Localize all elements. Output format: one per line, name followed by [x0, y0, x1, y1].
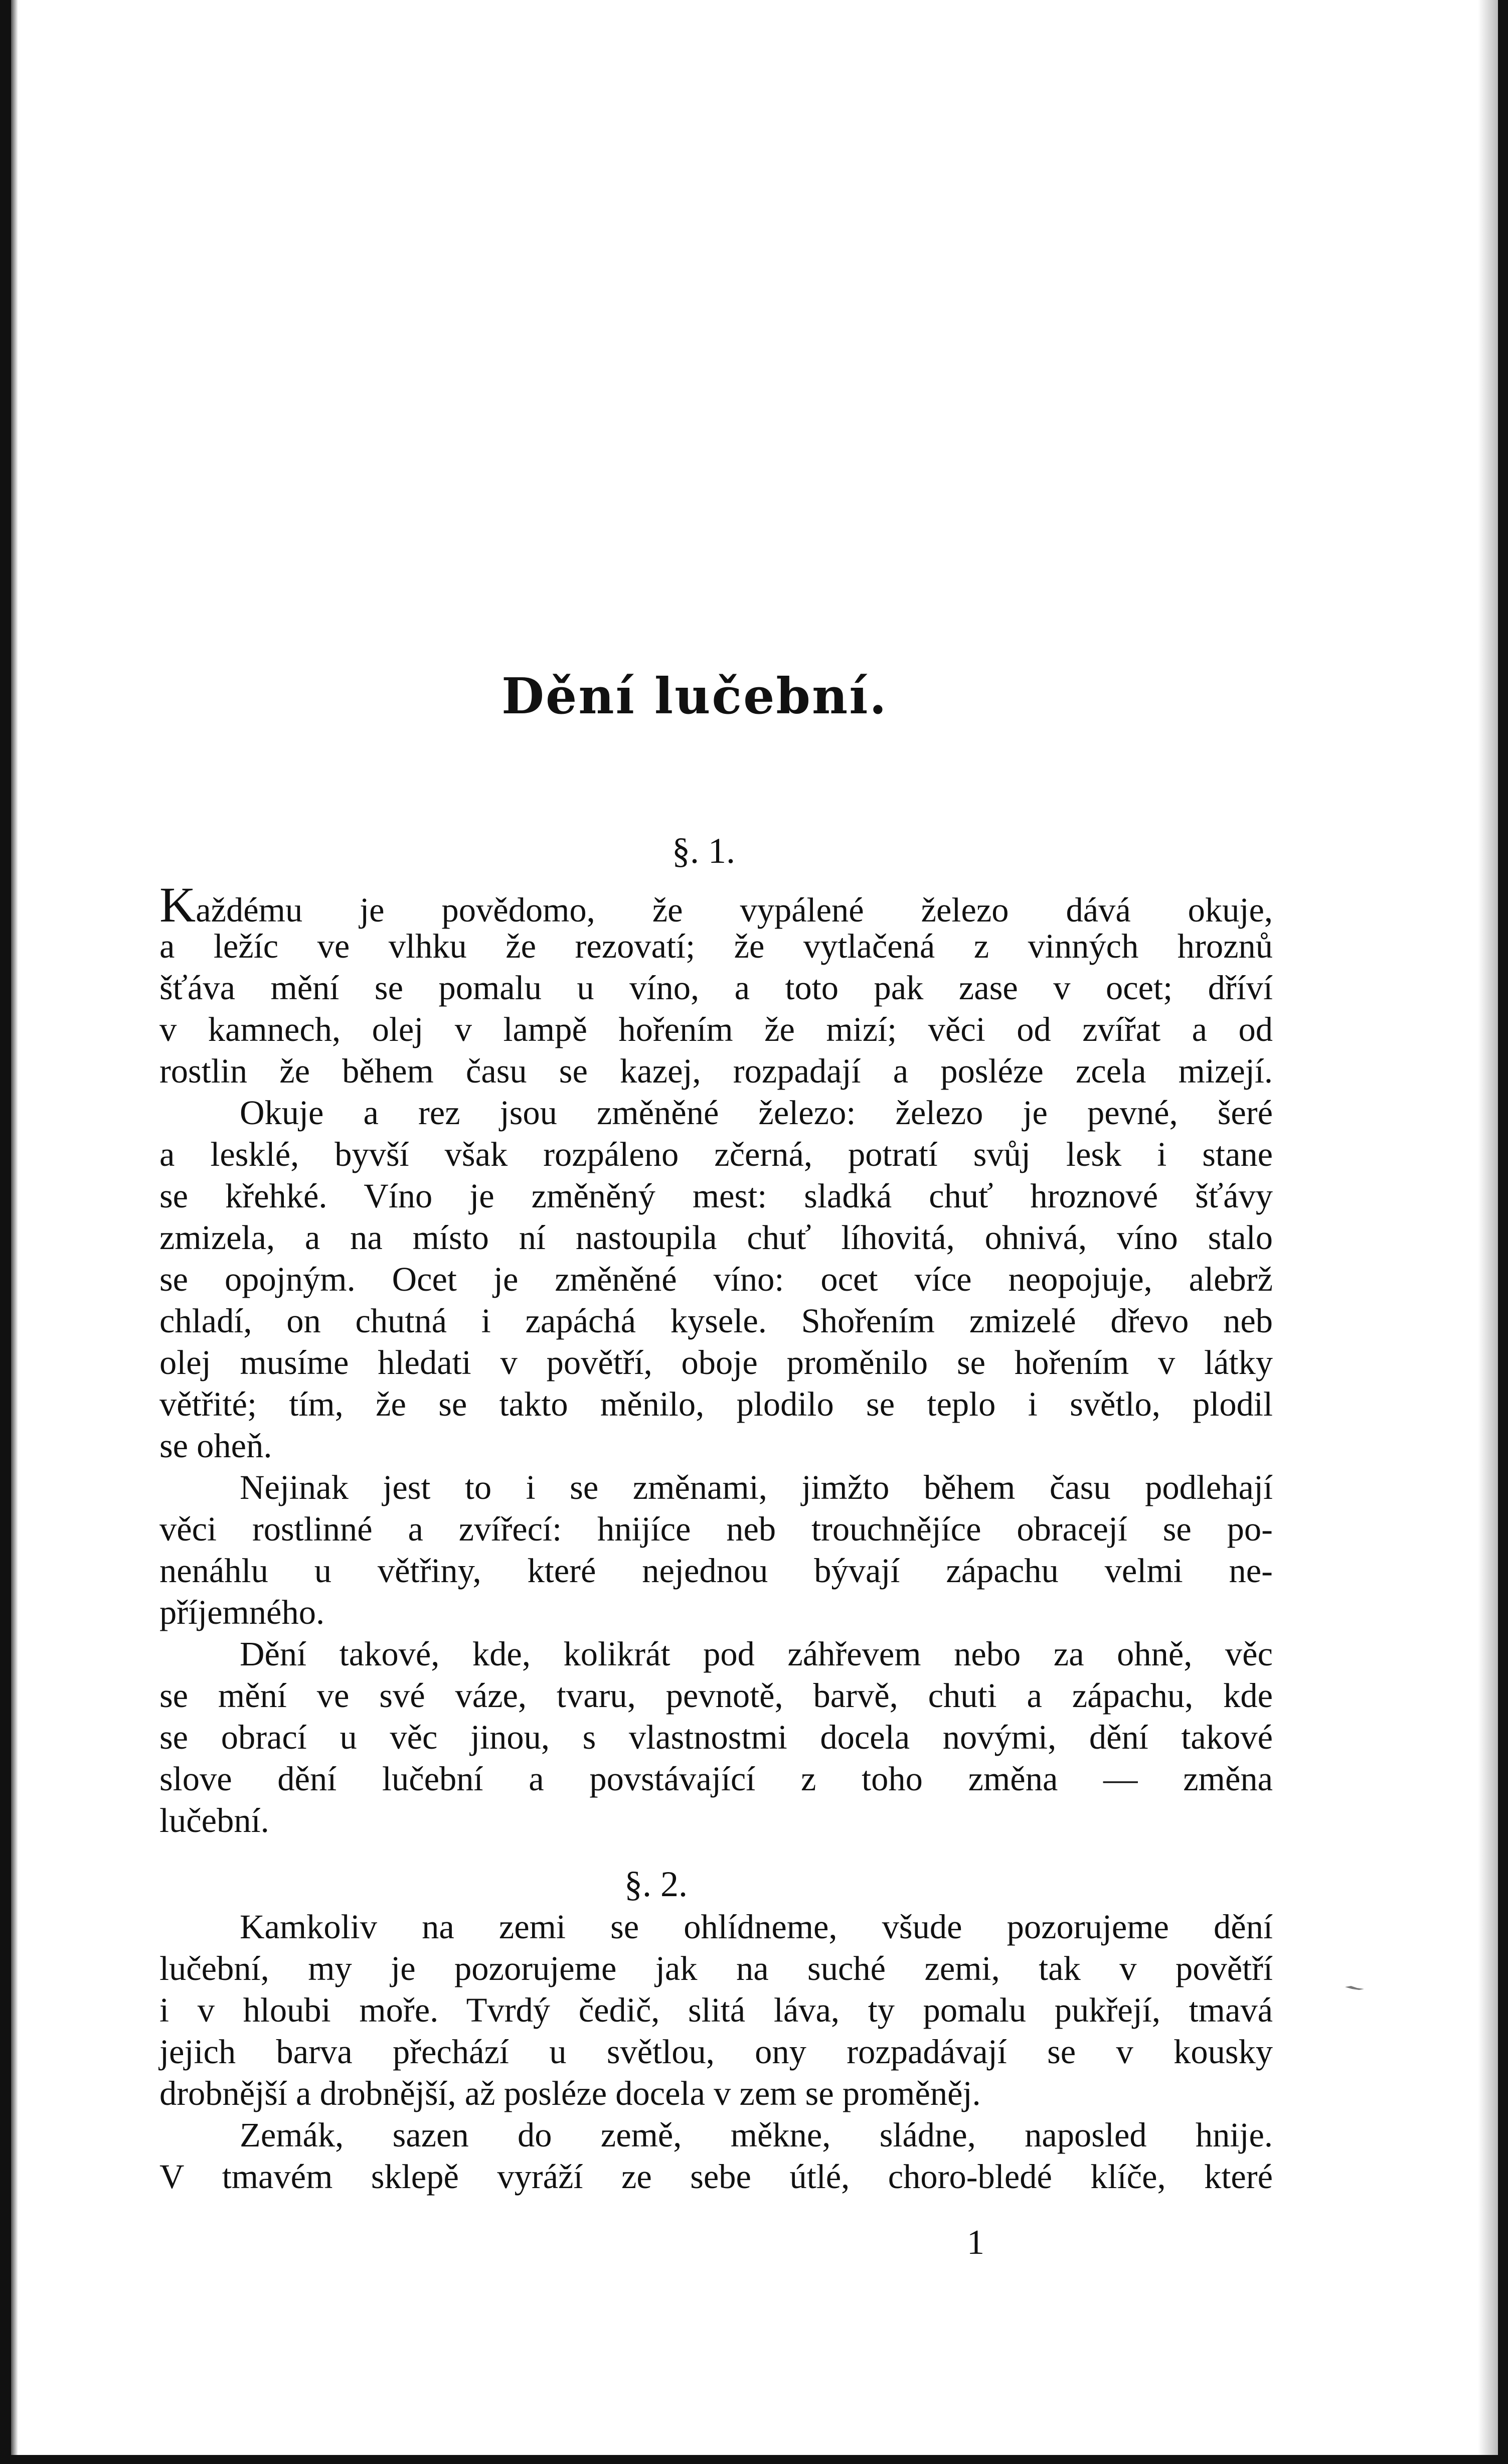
- text-line: jejich barva přechází u světlou, ony rozpadávají se v kousky: [159, 2033, 1273, 2071]
- paragraph-block-1: [159, 877, 1273, 1841]
- text-line: se mění ve své váze, tvaru, pevnotě, barvě, chuti a zápachu, kde: [159, 1676, 1273, 1715]
- text-line: nenáhlu u větřiny, které nejednou bývají zápachu velmi ne-: [159, 1552, 1273, 1590]
- text-line: [159, 877, 1273, 933]
- scan-edge-right: [1498, 0, 1508, 2464]
- text-line: slove dění lučební a povstávající z toho změna — změna: [159, 1760, 1273, 1798]
- text-line: olej musíme hledati v povětří, oboje proměnilo se hořením v látky: [159, 1343, 1273, 1381]
- page-number: 1: [967, 2223, 984, 2262]
- text-line: v kamnech, olej v lampě hořením že mizí; věci od zvířat a od: [159, 1010, 1273, 1048]
- text-line: lučební.: [159, 1801, 269, 1839]
- scan-edge-bottom: [0, 2455, 1508, 2464]
- text-line: větřité; tím, že se takto měnilo, plodilo se teplo i světlo, plodil: [159, 1385, 1273, 1423]
- text-line-content: aždému je povědomo, že vypálené železo dává okuje,: [196, 891, 1273, 929]
- paragraph-block-2: [159, 1906, 1273, 2198]
- scan-shadow-right: [1478, 0, 1498, 2464]
- text-line: Zemák, sazen do země, měkne, sládne, naposled hnije.: [240, 2116, 1273, 2154]
- text-line: i v hloubi moře. Tvrdý čedič, slitá láva, ty pomalu pukřejí, tmavá: [159, 1991, 1273, 2029]
- text-line: zmizela, a na místo ní nastoupila chuť líhovitá, ohnivá, víno stalo: [159, 1218, 1273, 1257]
- scan-shadow-left: [11, 0, 18, 2464]
- ink-speck-icon: [1344, 1984, 1366, 1992]
- page-title: Dění lučební.: [501, 668, 888, 725]
- text-line: drobnější a drobnější, až posléze docela v zem se proměněj.: [159, 2074, 981, 2112]
- text-line: lučební, my je pozorujeme jak na suché zemi, tak v povětří: [159, 1949, 1273, 1987]
- text-line: a lesklé, byvší však rozpáleno zčerná, potratí svůj lesk i stane: [159, 1135, 1273, 1173]
- section-heading-2: §. 2.: [624, 1864, 688, 1904]
- text-line: se opojným. Ocet je změněné víno: ocet více neopojuje, alebrž: [159, 1260, 1273, 1298]
- text-line: a ležíc ve vlhku že rezovatí; že vytlačená z vinných hroznů: [159, 927, 1273, 965]
- text-line: Kamkoliv na zemi se ohlídneme, všude pozorujeme dění: [240, 1908, 1273, 1946]
- text-line: se křehké. Víno je změněný mest: sladká chuť hroznové šťávy: [159, 1177, 1273, 1215]
- text-line: Nejinak jest to i se změnami, jimžto během času podlehají: [240, 1468, 1273, 1506]
- text-line: příjemného.: [159, 1593, 325, 1631]
- text-line: šťáva mění se pomalu u víno, a toto pak zase v ocet; dříví: [159, 969, 1273, 1007]
- text-line: Okuje a rez jsou změněné železo: železo je pevné, šeré: [240, 1094, 1273, 1132]
- text-line: V tmavém sklepě vyráží ze sebe útlé, choro-bledé klíče, které: [159, 2158, 1273, 2196]
- text-line: Dění takové, kde, kolikrát pod záhřevem nebo za ohně, věc: [240, 1635, 1273, 1673]
- text-line: chladí, on chutná i zapáchá kysele. Shořením zmizelé dřevo neb: [159, 1302, 1273, 1340]
- text-line: se obrací u věc jinou, s vlastnostmi docela novými, dění takové: [159, 1718, 1273, 1756]
- scan-edge-left: [0, 0, 11, 2464]
- drop-capital: K: [159, 877, 196, 933]
- text-line: rostlin že během času se kazej, rozpadají a posléze zcela mizejí.: [159, 1052, 1273, 1090]
- text-line: věci rostlinné a zvířecí: hnijíce neb trouchnějíce obracejí se po-: [159, 1510, 1273, 1548]
- text-line: se oheň.: [159, 1427, 272, 1465]
- section-heading-1: §. 1.: [672, 831, 735, 871]
